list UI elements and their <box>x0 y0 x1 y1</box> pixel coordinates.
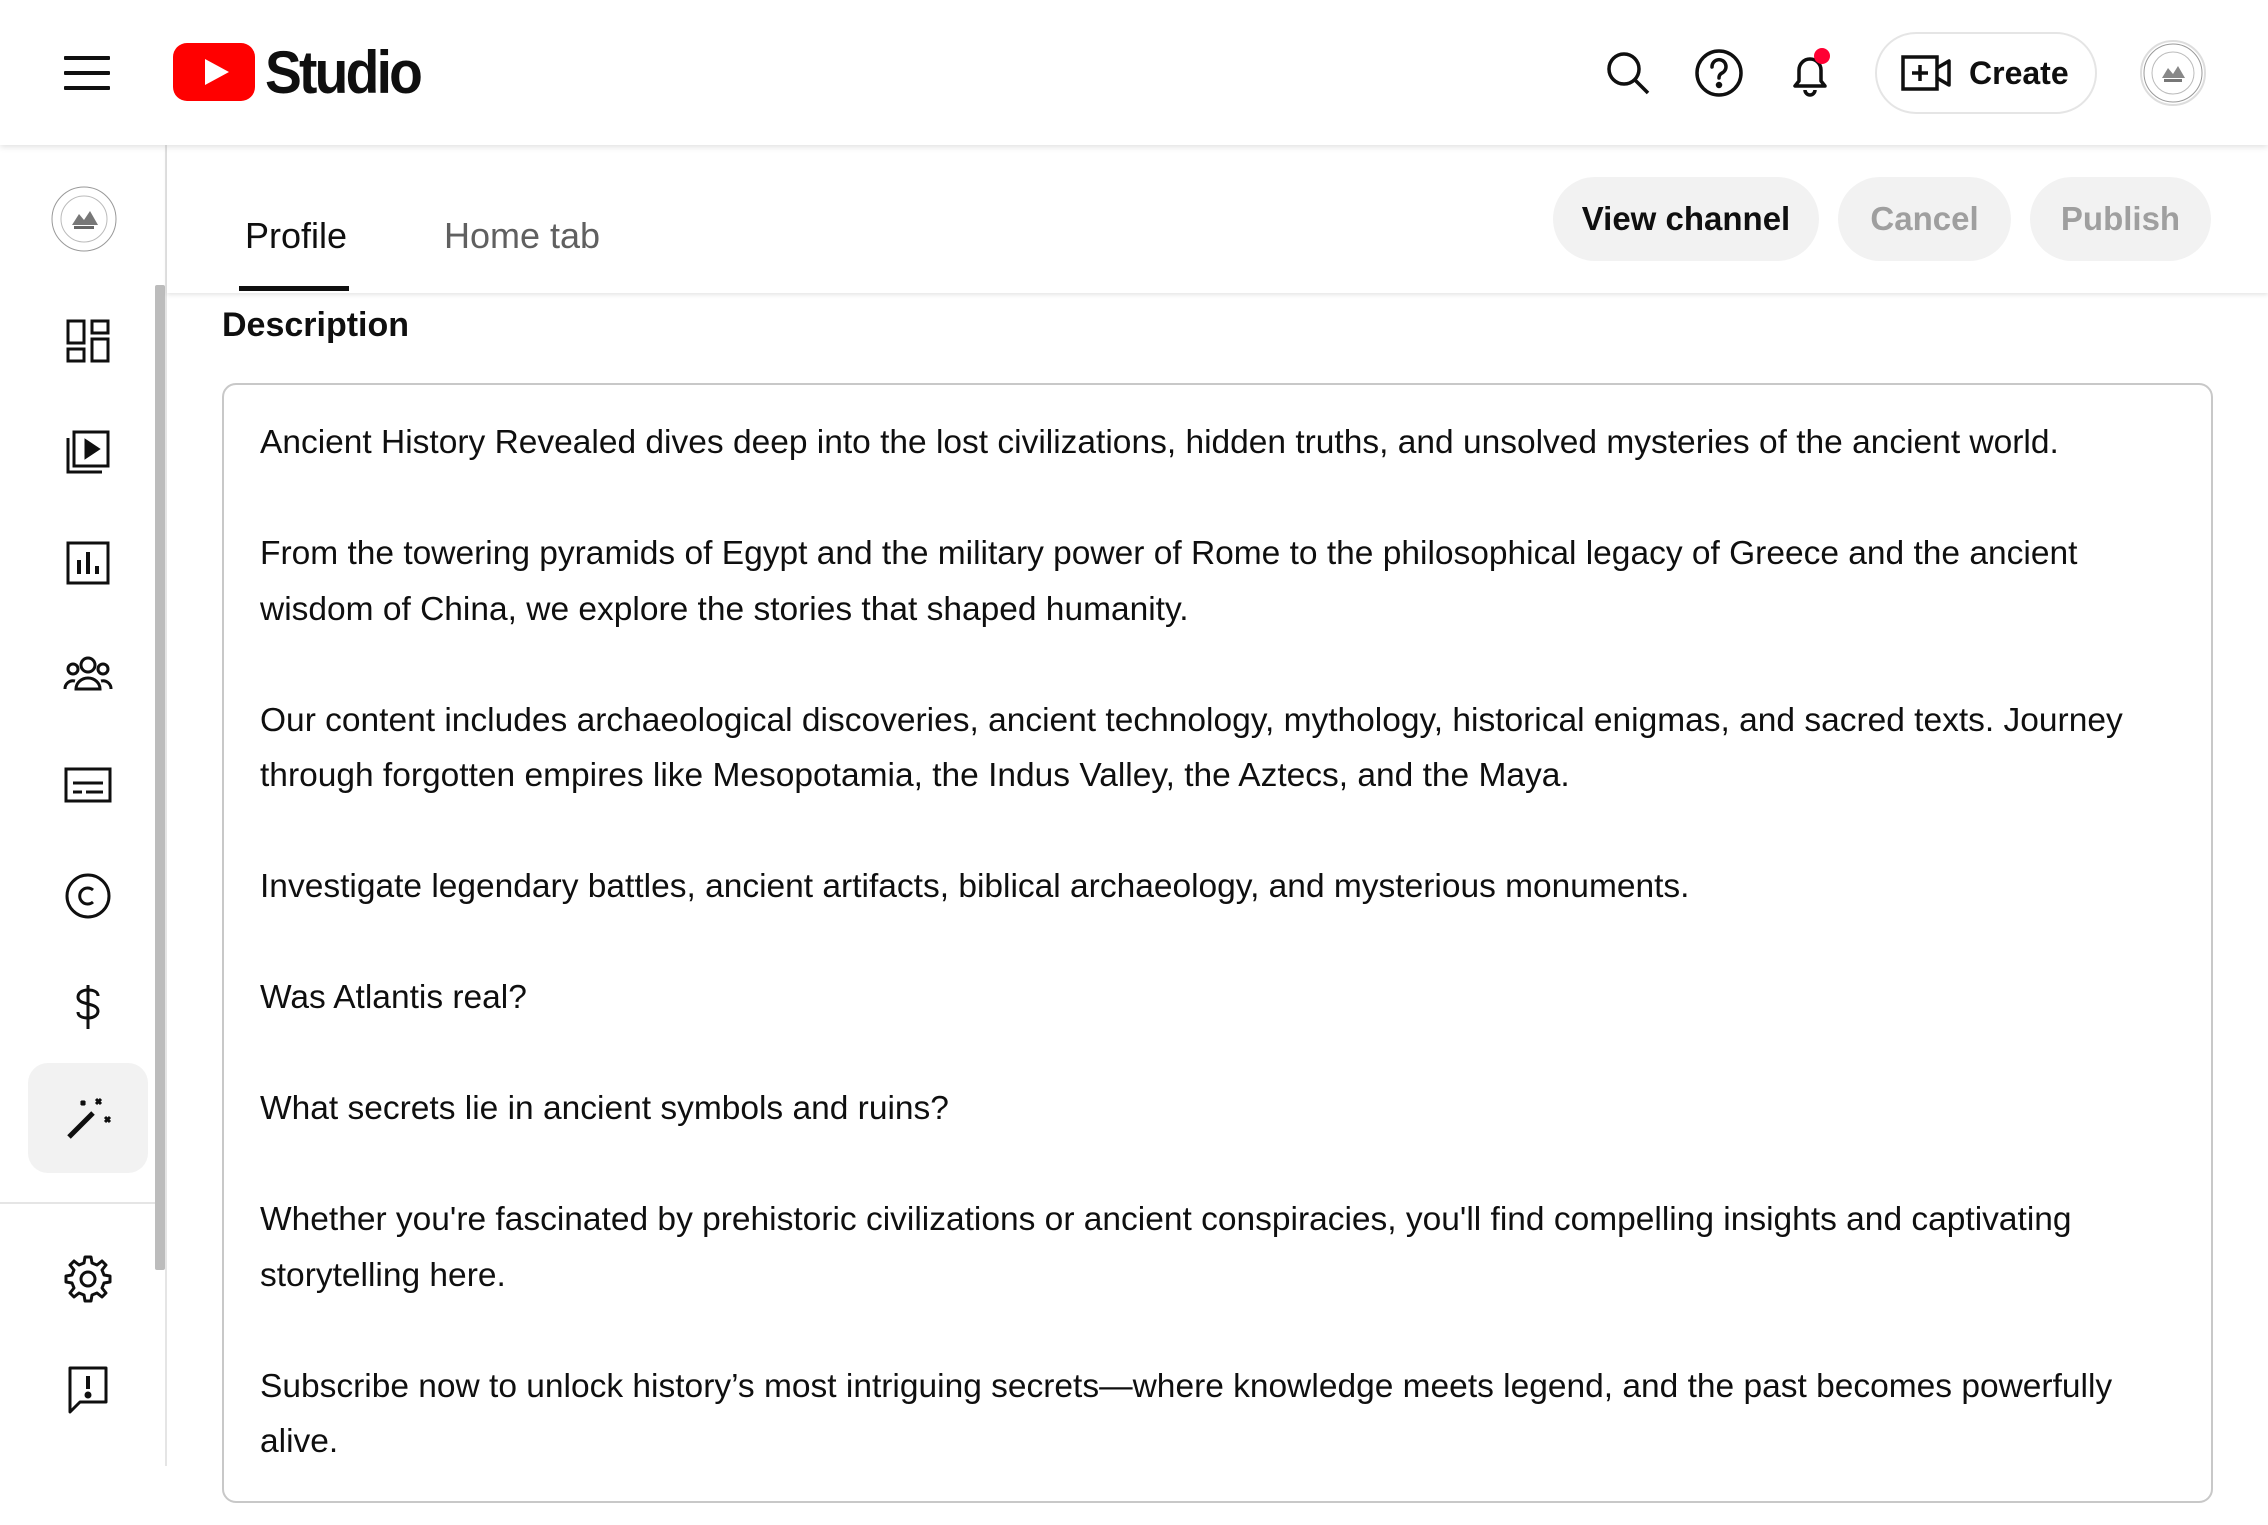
description-paragraph: What secrets lie in ancient symbols and ruins? <box>260 1090 949 1127</box>
description-paragraph: Investigate legendary battles, ancient artifacts, biblical archaeology, and mysterious monuments. <box>260 868 1690 905</box>
description-text <box>260 415 2180 1525</box>
sidebar-item-earn[interactable] <box>28 952 148 1062</box>
active-tab-indicator <box>239 286 349 291</box>
description-textarea[interactable] <box>222 383 2213 1503</box>
sidebar-item-copyright[interactable] <box>28 841 148 951</box>
tab-bar <box>167 145 2268 293</box>
feedback-icon <box>67 1365 109 1415</box>
copyright-icon <box>64 872 112 920</box>
community-icon <box>63 651 113 697</box>
sidebar-divider <box>0 1202 167 1204</box>
tab-home[interactable]: Home tab <box>444 215 601 256</box>
sidebar-item-feedback[interactable] <box>28 1335 148 1445</box>
analytics-icon <box>65 540 111 586</box>
cancel-button[interactable]: Cancel <box>1838 177 2011 261</box>
description-paragraph: Ancient History Revealed dives deep into the lost civilizations, hidden truths, and unsolved mysteries of the ancient world. <box>260 424 2059 461</box>
sidebar-item-content[interactable] <box>28 397 148 507</box>
dashboard-icon <box>65 318 111 364</box>
description-paragraph: Whether you're fascinated by prehistoric civilizations or ancient conspiracies, you'll find compelling insights and captivating storytelling here. <box>260 1201 2072 1294</box>
menu-icon[interactable] <box>56 48 118 98</box>
description-paragraph: Subscribe now to unlock history’s most intriguing secrets—where knowledge meets legend, and the past becomes powerfully alive. <box>260 1367 2113 1460</box>
studio-logo[interactable] <box>173 40 434 104</box>
account-avatar[interactable] <box>2140 40 2206 106</box>
description-paragraph: Was Atlantis real? <box>260 979 527 1016</box>
create-label: Create <box>1969 54 2069 91</box>
sidebar-item-settings[interactable] <box>28 1224 148 1334</box>
view-channel-button[interactable]: View channel <box>1553 177 1819 261</box>
top-bar <box>0 0 2268 145</box>
tab-profile[interactable]: Profile <box>245 215 348 256</box>
sidebar-item-subtitles[interactable] <box>28 730 148 840</box>
notifications-icon[interactable] <box>1779 42 1841 104</box>
channel-avatar[interactable] <box>50 185 118 253</box>
youtube-logo-icon <box>173 43 255 101</box>
sidebar-item-customization[interactable] <box>28 1063 148 1173</box>
sidebar-item-dashboard[interactable] <box>28 286 148 396</box>
customization-icon <box>63 1093 113 1143</box>
subtitles-icon <box>64 766 112 804</box>
sidebar-item-analytics[interactable] <box>28 508 148 618</box>
earn-icon <box>70 982 106 1032</box>
sidebar-scrollbar[interactable] <box>155 285 165 1270</box>
content-icon <box>65 429 111 475</box>
publish-button[interactable]: Publish <box>2030 177 2211 261</box>
description-paragraph: From the towering pyramids of Egypt and the military power of Rome to the philosophical legacy of Greece and the ancient wisdom of China, we explore the stories that shaped humanity. <box>260 535 2078 628</box>
sidebar-item-community[interactable] <box>28 619 148 729</box>
create-button[interactable] <box>1875 32 2097 114</box>
settings-icon <box>63 1254 113 1304</box>
sidebar <box>0 145 167 1466</box>
video-plus-icon <box>1901 54 1953 92</box>
description-paragraph: Our content includes archaeological discoveries, ancient technology, mythology, historical enigmas, and sacred texts. Journey through forgotten empires like Mesopotamia, the Indus Valley, the Aztecs, and the Maya. <box>260 701 2123 794</box>
search-icon[interactable] <box>1597 42 1659 104</box>
description-label: Description <box>222 306 410 344</box>
help-icon[interactable] <box>1688 42 1750 104</box>
logo-text: Studio <box>265 38 421 106</box>
